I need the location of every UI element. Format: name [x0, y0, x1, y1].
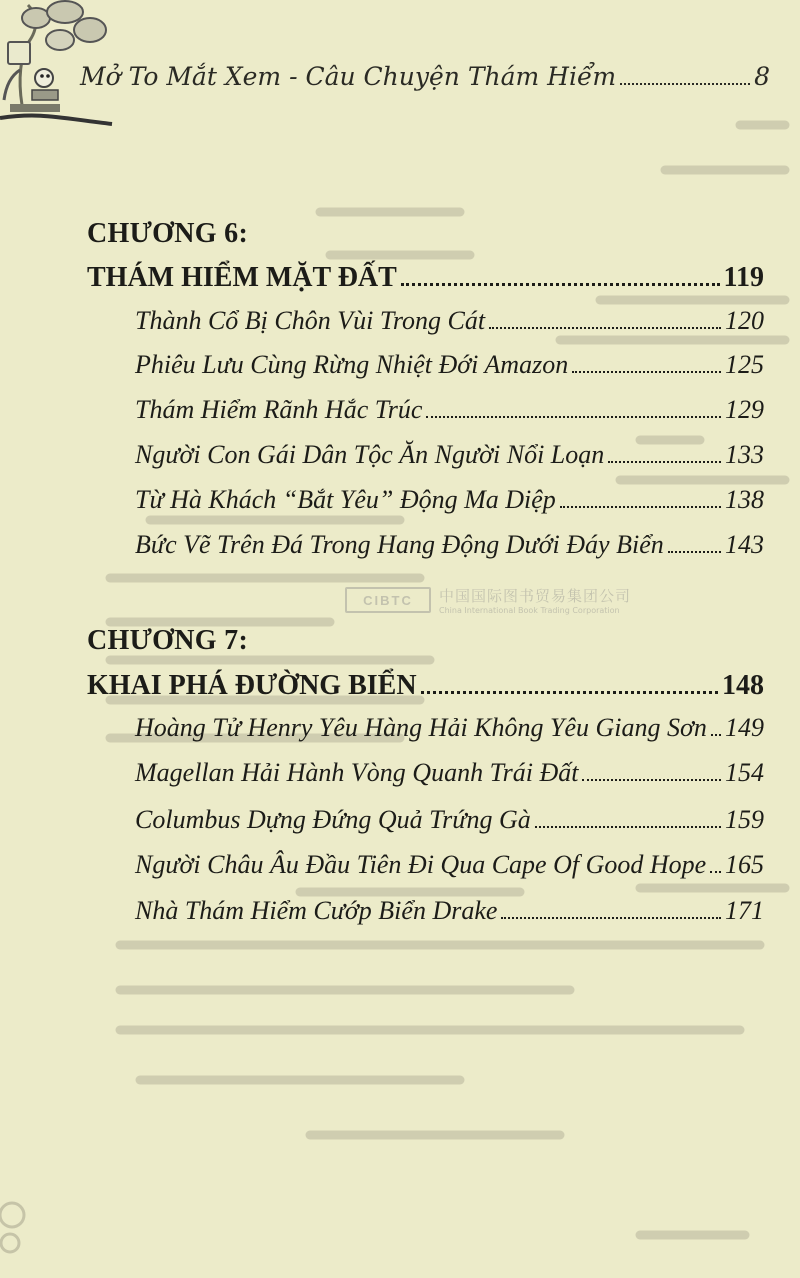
- dot-leader: [668, 551, 721, 553]
- entry-page: 165: [725, 850, 764, 879]
- toc-entry[interactable]: [135, 896, 764, 926]
- running-header-title: Mở To Mắt Xem - Câu Chuyện Thám Hiểm: [80, 62, 617, 91]
- entry-title: Người Con Gái Dân Tộc Ăn Người Nổi Loạn: [135, 440, 605, 469]
- chapter-6-label: CHƯƠNG 6:: [87, 218, 249, 249]
- toc-entry[interactable]: [135, 713, 764, 743]
- toc-entry[interactable]: [135, 805, 764, 835]
- dot-leader: [426, 416, 721, 418]
- toc-entry[interactable]: [135, 758, 764, 788]
- chapter-7-section[interactable]: [87, 670, 764, 702]
- section-title: KHAI PHÁ ĐƯỜNG BIỂN: [87, 670, 417, 701]
- section-page: 148: [722, 670, 764, 701]
- entry-title: Magellan Hải Hành Vòng Quanh Trái Đất: [135, 758, 579, 787]
- entry-page: 143: [725, 530, 764, 559]
- dot-leader: [489, 327, 721, 329]
- entry-title: Hoàng Tử Henry Yêu Hàng Hải Không Yêu Giang Sơn: [135, 713, 707, 742]
- dot-leader: [608, 461, 721, 463]
- entry-page: 149: [725, 713, 764, 742]
- entry-page: 129: [725, 395, 764, 424]
- entry-title: Nhà Thám Hiểm Cướp Biển Drake: [135, 896, 498, 925]
- entry-title: Người Châu Âu Đầu Tiên Đi Qua Cape Of Good Hope: [135, 850, 707, 879]
- dot-leader: [710, 871, 721, 873]
- toc-entry[interactable]: [135, 306, 764, 336]
- corner-ornament: [0, 1195, 40, 1275]
- dot-leader: [401, 283, 720, 286]
- dot-leader: [620, 83, 750, 85]
- dot-leader: [501, 917, 721, 919]
- entry-title: Bức Vẽ Trên Đá Trong Hang Động Dưới Đáy Biển: [135, 530, 664, 559]
- dot-leader: [560, 506, 721, 508]
- toc-entry[interactable]: [135, 485, 764, 515]
- dot-leader: [535, 826, 721, 828]
- chapter-7-label: CHƯƠNG 7:: [87, 625, 249, 656]
- entry-title: Phiêu Lưu Cùng Rừng Nhiệt Đới Amazon: [135, 350, 569, 379]
- entry-page: 125: [725, 350, 764, 379]
- running-header-page: 8: [754, 62, 770, 91]
- entry-title: Thám Hiểm Rãnh Hắc Trúc: [135, 395, 423, 424]
- entry-title: Từ Hà Khách “Bắt Yêu” Động Ma Diệp: [135, 485, 556, 514]
- toc-entry[interactable]: [135, 440, 764, 470]
- entry-title: Columbus Dựng Đứng Quả Trứng Gà: [135, 805, 531, 834]
- dot-leader: [572, 371, 721, 373]
- entry-page: 171: [725, 896, 764, 925]
- entry-page: 138: [725, 485, 764, 514]
- watermark-logo: CIBTC: [345, 587, 431, 613]
- watermark-name-en: China International Book Trading Corporation: [439, 606, 620, 615]
- dot-leader: [711, 734, 721, 736]
- publisher-watermark: [345, 585, 631, 615]
- entry-page: 159: [725, 805, 764, 834]
- toc-entry[interactable]: [135, 850, 764, 880]
- watermark-name-cn: 中国国际图书贸易集团公司: [439, 587, 632, 605]
- section-page: 119: [723, 262, 764, 293]
- section-title: THÁM HIỂM MẶT ĐẤT: [87, 262, 397, 293]
- dot-leader: [421, 691, 718, 694]
- entry-title: Thành Cổ Bị Chôn Vùi Trong Cát: [135, 306, 486, 335]
- running-header: [80, 62, 770, 91]
- toc-entry[interactable]: [135, 350, 764, 380]
- toc-entry[interactable]: [135, 530, 764, 560]
- entry-page: 133: [725, 440, 764, 469]
- entry-page: 154: [725, 758, 764, 787]
- entry-page: 120: [725, 306, 764, 335]
- dot-leader: [582, 779, 721, 781]
- chapter-6-section[interactable]: [87, 262, 764, 294]
- toc-entry[interactable]: [135, 395, 764, 425]
